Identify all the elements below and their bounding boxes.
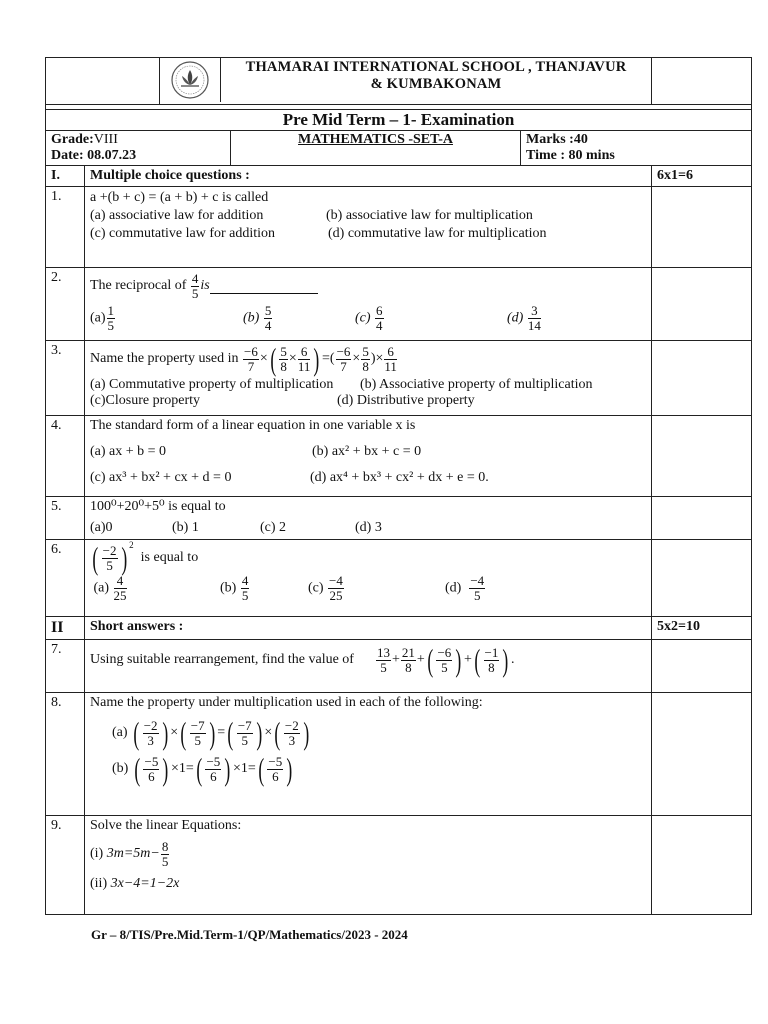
part-a: (a) ( −2 3 ) × ( −7 5 ) = ( −7 5 ) × ( −2 3 ) — [112, 715, 309, 751]
section-title: Short answers : — [85, 617, 652, 640]
question-stem: 100⁰+20⁰+5⁰ is equal to — [90, 499, 226, 514]
exam-table — [45, 57, 752, 915]
question-stem: The reciprocal of — [90, 278, 187, 294]
school-logo — [160, 58, 221, 102]
question-8: 8. Name the property under multiplication used in each of the following: (a) ( −2 3 ) × ( −7 5 ) = ( −7 5 ) × ( −2 3 ) (b) ( −5 6 ) × 1 = ( −5 6 ) × 1 = ( −5 6 ) — [46, 693, 752, 816]
meta-row: Grade:VIII Date: 08.07.23 MATHEMATICS -SET-A Marks :40 Time : 80 mins — [46, 131, 752, 166]
question-stem: ( −2 5 ) 2 is equal to — [92, 540, 199, 576]
option-a: (a)0 — [90, 520, 113, 535]
part-ii: (ii) 3x−4=1−2x — [90, 876, 180, 892]
duration: Time : 80 mins — [526, 148, 615, 163]
option-b: (b) Associative property of multiplication — [360, 377, 593, 392]
section-2-row: II Short answers : 5x2=10 — [46, 617, 752, 640]
exam-title: Pre Mid Term – 1- Examination — [46, 110, 752, 131]
option-a: (a) associative law for addition — [90, 208, 264, 223]
question-paper — [45, 57, 751, 915]
section-marks: 5x2=10 — [652, 617, 752, 640]
question-5: 5. 100⁰+20⁰+5⁰ is equal to (a)0 (b) 1 (c) 2 (d) 3 — [46, 497, 752, 540]
school-header-row — [46, 58, 752, 105]
option-d: (d) $\frac{-4}{5}$ — [445, 573, 485, 603]
question-2: 2. The reciprocal of 4 5 is (a) $\frac{1}{5}$ (b) $\frac{5}{4}$ (c) $\frac{6}{4}$ (d) $\frac{3}{14}$ — [46, 268, 752, 341]
option-a: (a) $\frac{4}{25}$ — [93, 573, 127, 603]
exam-date: Date: 08.07.23 — [51, 148, 137, 163]
option-b: (b) $\frac{5}{4}$ — [243, 303, 272, 333]
option-c: (c) ax³ + bx² + cx + d = 0 — [90, 470, 232, 485]
marks-total: Marks :40 — [526, 132, 588, 147]
question-7: 7. Using suitable rearrangement, find the value of 13 5 + 21 8 + ( −6 5 ) + ( −1 8 ) . — [46, 640, 752, 693]
option-d: (d) ax⁴ + bx³ + cx² + dx + e = 0. — [310, 470, 489, 485]
answer-blank — [210, 279, 318, 294]
lotus-emblem-icon — [170, 60, 210, 100]
option-d: (d) Distributive property — [337, 393, 475, 408]
question-6: 6. ( −2 5 ) 2 is equal to (a) $\frac{4}{25}$ (b) $\frac{4}{5}$ (c) $\frac{-4}{25}$ (d) $\frac{-4}{5}$ — [46, 540, 752, 617]
option-b: (b) ax² + bx + c = 0 — [312, 444, 422, 459]
school-name: THAMARAI INTERNATIONAL SCHOOL , THANJAVUR & KUMBAKONAM — [245, 59, 627, 92]
question-3: 3. Name the property used in −6 7 × ( 5 8 × 6 11 ) =( −6 7 × 5 8 )× 6 11 (a) Commutative property of multiplication (b) Associative property of multiplication (c)Closure property (d) Distributive property — [46, 341, 752, 416]
option-a: (a) $\frac{1}{5}$ — [90, 303, 115, 333]
question-stem: Using suitable rearrangement, find the value of 13 5 + 21 8 + ( −6 5 ) + ( −1 8 ) . — [90, 642, 515, 678]
option-a: (a) Commutative property of multiplication — [90, 377, 334, 392]
question-stem: Name the property under multiplication used in each of the following: — [90, 695, 483, 710]
part-b: (b) ( −5 6 ) × 1 = ( −5 6 ) × 1 = ( −5 6 ) — [112, 751, 293, 787]
option-d: (d) commutative law for multiplication — [328, 226, 547, 241]
question-9: 9. Solve the linear Equations: (i) 3m=5m− $\frac{8}{5}$ (ii) 3x−4=1−2x — [46, 816, 752, 915]
question-stem: Name the property used in −6 7 × ( 5 8 × 6 11 ) =( −6 7 × 5 8 )× 6 11 — [90, 341, 397, 377]
option-c: (c) commutative law for addition — [90, 226, 276, 241]
footer-code: Gr – 8/TIS/Pre.Mid.Term-1/QP/Mathematics/2023 - 2024 — [91, 927, 408, 942]
option-b: (b) 1 — [172, 520, 199, 535]
option-c: (c) 2 — [260, 520, 287, 535]
option-d: (d) 3 — [355, 520, 382, 535]
question-stem: The standard form of a linear equation in one variable x is — [90, 418, 416, 433]
grade-value: VIII — [93, 132, 118, 147]
section-1-row: I. Multiple choice questions : 6x1=6 — [46, 166, 752, 187]
question-1: 1. a +(b + c) = (a + b) + c is called (a) associative law for addition (b) associative law for multiplication (c) commutative law for addition (d) commutative law for multiplication — [46, 187, 752, 268]
option-c: (c) $\frac{6}{4}$ — [355, 303, 383, 333]
question-stem: a +(b + c) = (a + b) + c is called — [90, 190, 269, 205]
subject: MATHEMATICS -SET-A — [231, 131, 521, 166]
question-4: 4. The standard form of a linear equation in one variable x is (a) ax + b = 0 (b) ax² + bx + c = 0 (c) ax³ + bx² + cx + d = 0 (d) ax⁴ + bx³ + cx² + dx + e = 0. — [46, 416, 752, 497]
section-marks: 6x1=6 — [652, 166, 752, 187]
option-c: (c)Closure property — [90, 393, 201, 408]
section-title: Multiple choice questions : — [85, 166, 652, 187]
question-stem: Solve the linear Equations: — [90, 818, 242, 833]
option-b: (b) associative law for multiplication — [326, 208, 533, 223]
part-i: (i) 3m=5m− $\frac{8}{5}$ — [90, 839, 169, 869]
option-c: (c) $\frac{-4}{25}$ — [308, 573, 343, 603]
option-b: (b) $\frac{4}{5}$ — [220, 573, 249, 603]
option-a: (a) ax + b = 0 — [90, 444, 167, 459]
option-d: (d) $\frac{3}{14}$ — [507, 303, 541, 333]
